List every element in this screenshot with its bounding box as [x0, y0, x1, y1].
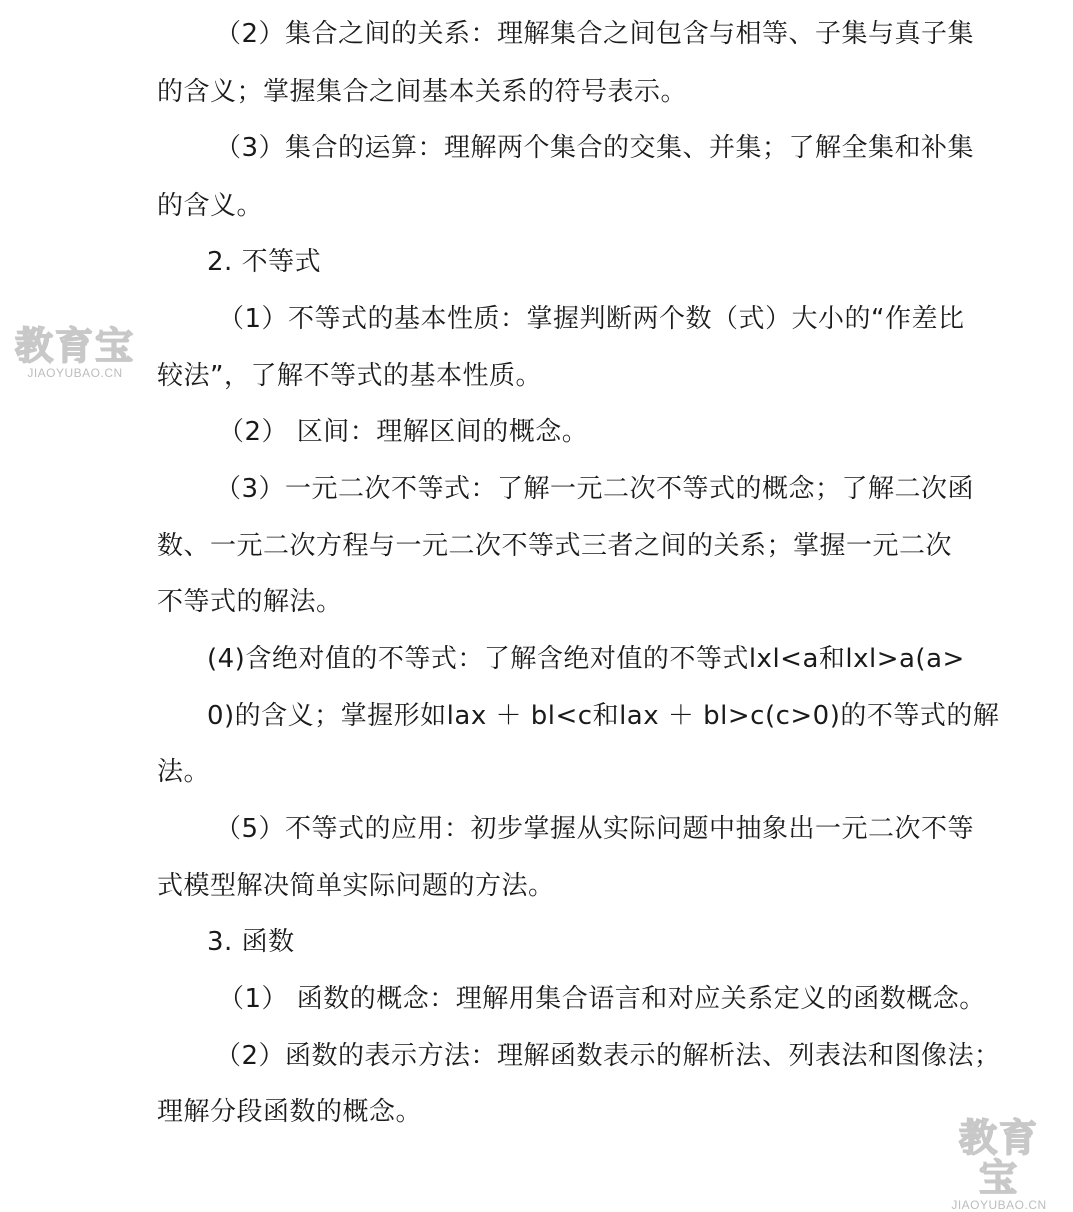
- text-line: 式模型解决简单实际问题的方法。: [157, 871, 555, 901]
- section-heading: 3. 函数: [207, 927, 295, 957]
- text-line: 法。: [157, 757, 211, 787]
- text-line: 数、一元二次方程与一元二次不等式三者之间的关系；掌握一元二次: [157, 531, 953, 561]
- text-line: （3）集合的运算：理解两个集合的交集、并集；了解全集和补集: [215, 133, 975, 163]
- text-line: 较法”，了解不等式的基本性质。: [157, 361, 542, 391]
- text-line: （1） 函数的概念：理解用集合语言和对应关系定义的函数概念。: [218, 984, 986, 1014]
- text-line: 理解分段函数的概念。: [157, 1097, 423, 1127]
- text-line: （2）集合之间的关系：理解集合之间包含与相等、子集与真子集: [215, 19, 975, 49]
- text-line: 的含义；掌握集合之间基本关系的符号表示。: [157, 77, 688, 107]
- watermark-logo: [14, 326, 136, 380]
- text-line: （5）不等式的应用：初步掌握从实际问题中抽象出一元二次不等: [215, 814, 975, 844]
- text-line: （2）函数的表示方法：理解函数表示的解析法、列表法和图像法；: [215, 1041, 1001, 1071]
- text-line: 0)的含义；掌握形如lax ＋ bl<c和lax ＋ bl>c(c>0)的不等式的解: [207, 701, 1000, 731]
- watermark-text: 教育宝: [958, 1116, 1039, 1200]
- watermark-url: JIAOYUBAO.CN: [27, 366, 123, 380]
- section-heading: 2. 不等式: [207, 247, 322, 277]
- text-line: （3）一元二次不等式：了解一元二次不等式的概念；了解二次函: [215, 474, 975, 504]
- text-line: 不等式的解法。: [157, 587, 343, 617]
- watermark-text: 教育宝: [14, 324, 135, 368]
- text-line: （2） 区间：理解区间的概念。: [218, 417, 589, 447]
- text-line: （1）不等式的基本性质：掌握判断两个数（式）大小的“作差比: [218, 304, 965, 334]
- watermark-url: JIAOYUBAO.CN: [951, 1198, 1047, 1212]
- text-line: (4)含绝对值的不等式：了解含绝对值的不等式lxl<a和lxl>a(a>: [207, 644, 965, 674]
- text-line: 的含义。: [157, 191, 264, 221]
